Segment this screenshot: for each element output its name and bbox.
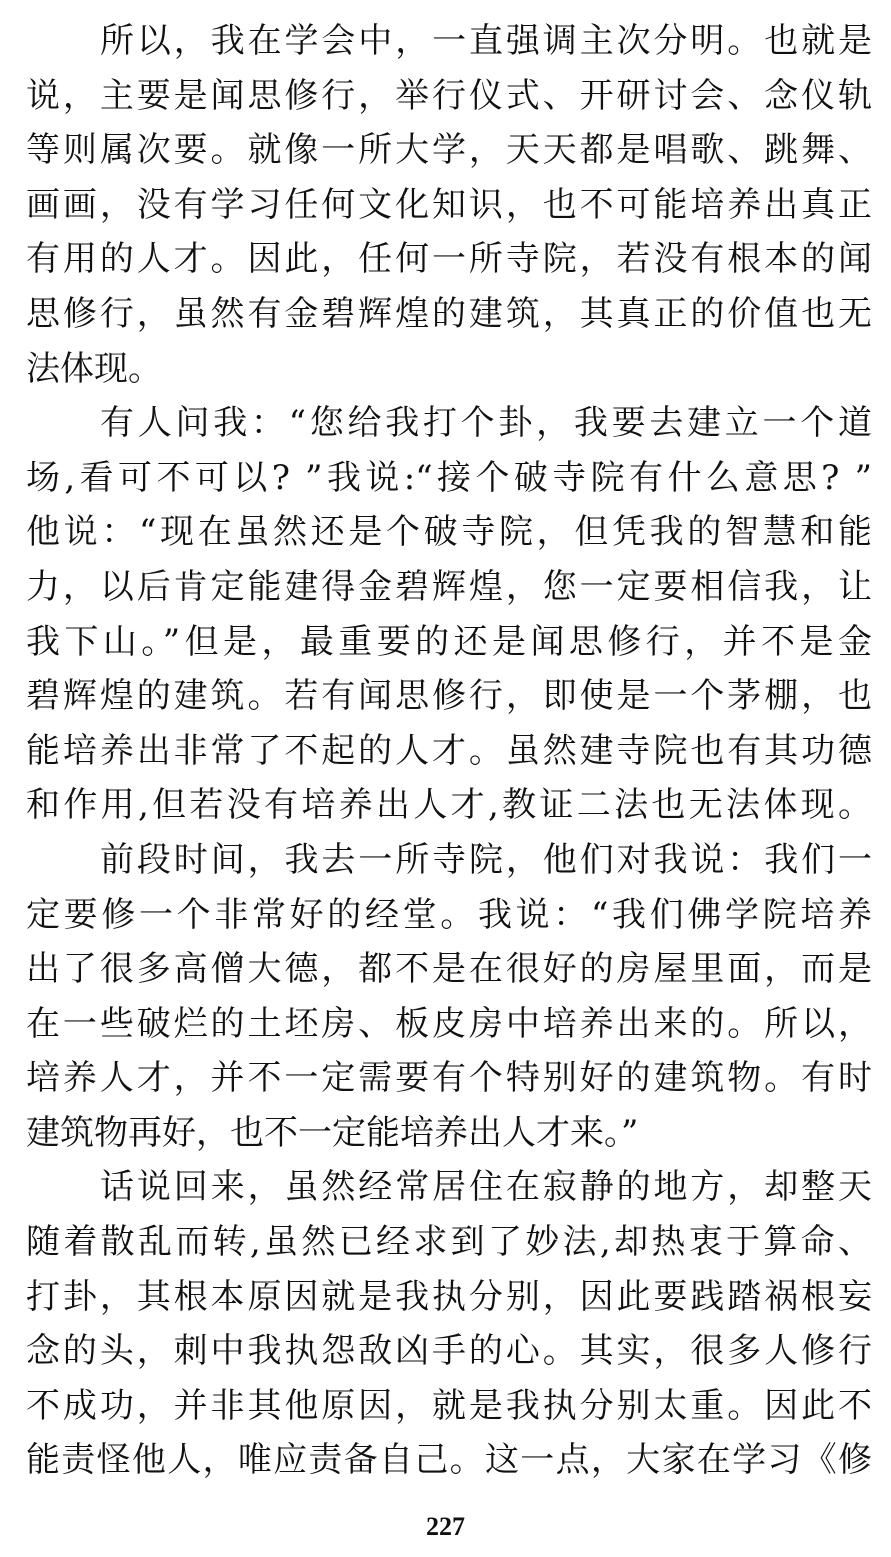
text-line: 等则属次要。就像一所大学，天天都是唱歌、跳舞、 bbox=[26, 130, 872, 171]
text-line: 有用的人才。因此，任何一所寺院，若没有根本的闻 bbox=[26, 239, 872, 280]
paragraph bbox=[26, 14, 872, 396]
paragraph bbox=[26, 833, 872, 1161]
text-line: 他说：“现在虽然还是个破寺院，但凭我的智慧和能 bbox=[26, 512, 872, 553]
text-line: 话说回来，虽然经常居住在寂静的地方，却整天 bbox=[100, 1167, 872, 1208]
text-line: 力，以后肯定能建得金碧辉煌，您一定要相信我，让 bbox=[26, 566, 872, 607]
text-line: 打卦，其根本原因就是我执分别，因此要践踏祸根妄 bbox=[26, 1276, 872, 1317]
text-line: 法体现。 bbox=[26, 348, 162, 389]
text-line: 能培养出非常了不起的人才。虽然建寺院也有其功德 bbox=[26, 730, 872, 771]
text-line: 不成功，并非其他原因，就是我执分别太重。因此不 bbox=[26, 1385, 872, 1426]
text-line: 碧辉煌的建筑。若有闻思修行，即使是一个茅棚，也 bbox=[26, 676, 872, 717]
text-line: 在一些破烂的土坯房、板皮房中培养出来的。所以， bbox=[26, 1003, 872, 1044]
page-number: 227 bbox=[426, 1512, 465, 1541]
text-line: 定要修一个非常好的经堂。我说：“我们佛学院培养 bbox=[26, 894, 872, 935]
text-line: 建筑物再好，也不一定能培养出人才来。” bbox=[26, 1112, 639, 1153]
text-line: 所以，我在学会中，一直强调主次分明。也就是 bbox=[100, 21, 872, 61]
text-line: 画画，没有学习任何文化知识，也不可能培养出真正 bbox=[26, 184, 872, 225]
text-line: 有人问我：“您给我打个卦，我要去建立一个道 bbox=[100, 403, 872, 444]
paragraph bbox=[26, 396, 872, 833]
text-line: 说，主要是闻思修行，举行仪式、开研讨会、念仪轨 bbox=[26, 75, 872, 116]
text-line: 前段时间，我去一所寺院，他们对我说：我们一 bbox=[100, 839, 872, 880]
text-line: 我下山。”但是，最重要的还是闻思修行，并不是金 bbox=[26, 621, 872, 662]
text-line: 思修行，虽然有金碧辉煌的建筑，其真正的价值也无 bbox=[26, 293, 872, 334]
text-line: 培养人才，并不一定需要有个特别好的建筑物。有时 bbox=[26, 1058, 872, 1099]
text-line: 场,看可不可以? ”我说:“接个破寺院有什么意思? ” bbox=[26, 457, 872, 498]
text-line: 随着散乱而转,虽然已经求到了妙法,却热衷于算命、 bbox=[26, 1222, 872, 1263]
body-text bbox=[26, 14, 872, 1488]
paragraph bbox=[26, 1160, 872, 1488]
text-line: 念的头，刺中我执怨敌凶手的心。其实，很多人修行 bbox=[26, 1331, 872, 1372]
text-line: 能责怪他人，唯应责备自己。这一点，大家在学习《修 bbox=[26, 1440, 872, 1481]
text-line: 和作用,但若没有培养出人才,教证二法也无法体现。 bbox=[26, 785, 872, 826]
text-line: 出了很多高僧大德，都不是在很好的房屋里面，而是 bbox=[26, 949, 872, 990]
